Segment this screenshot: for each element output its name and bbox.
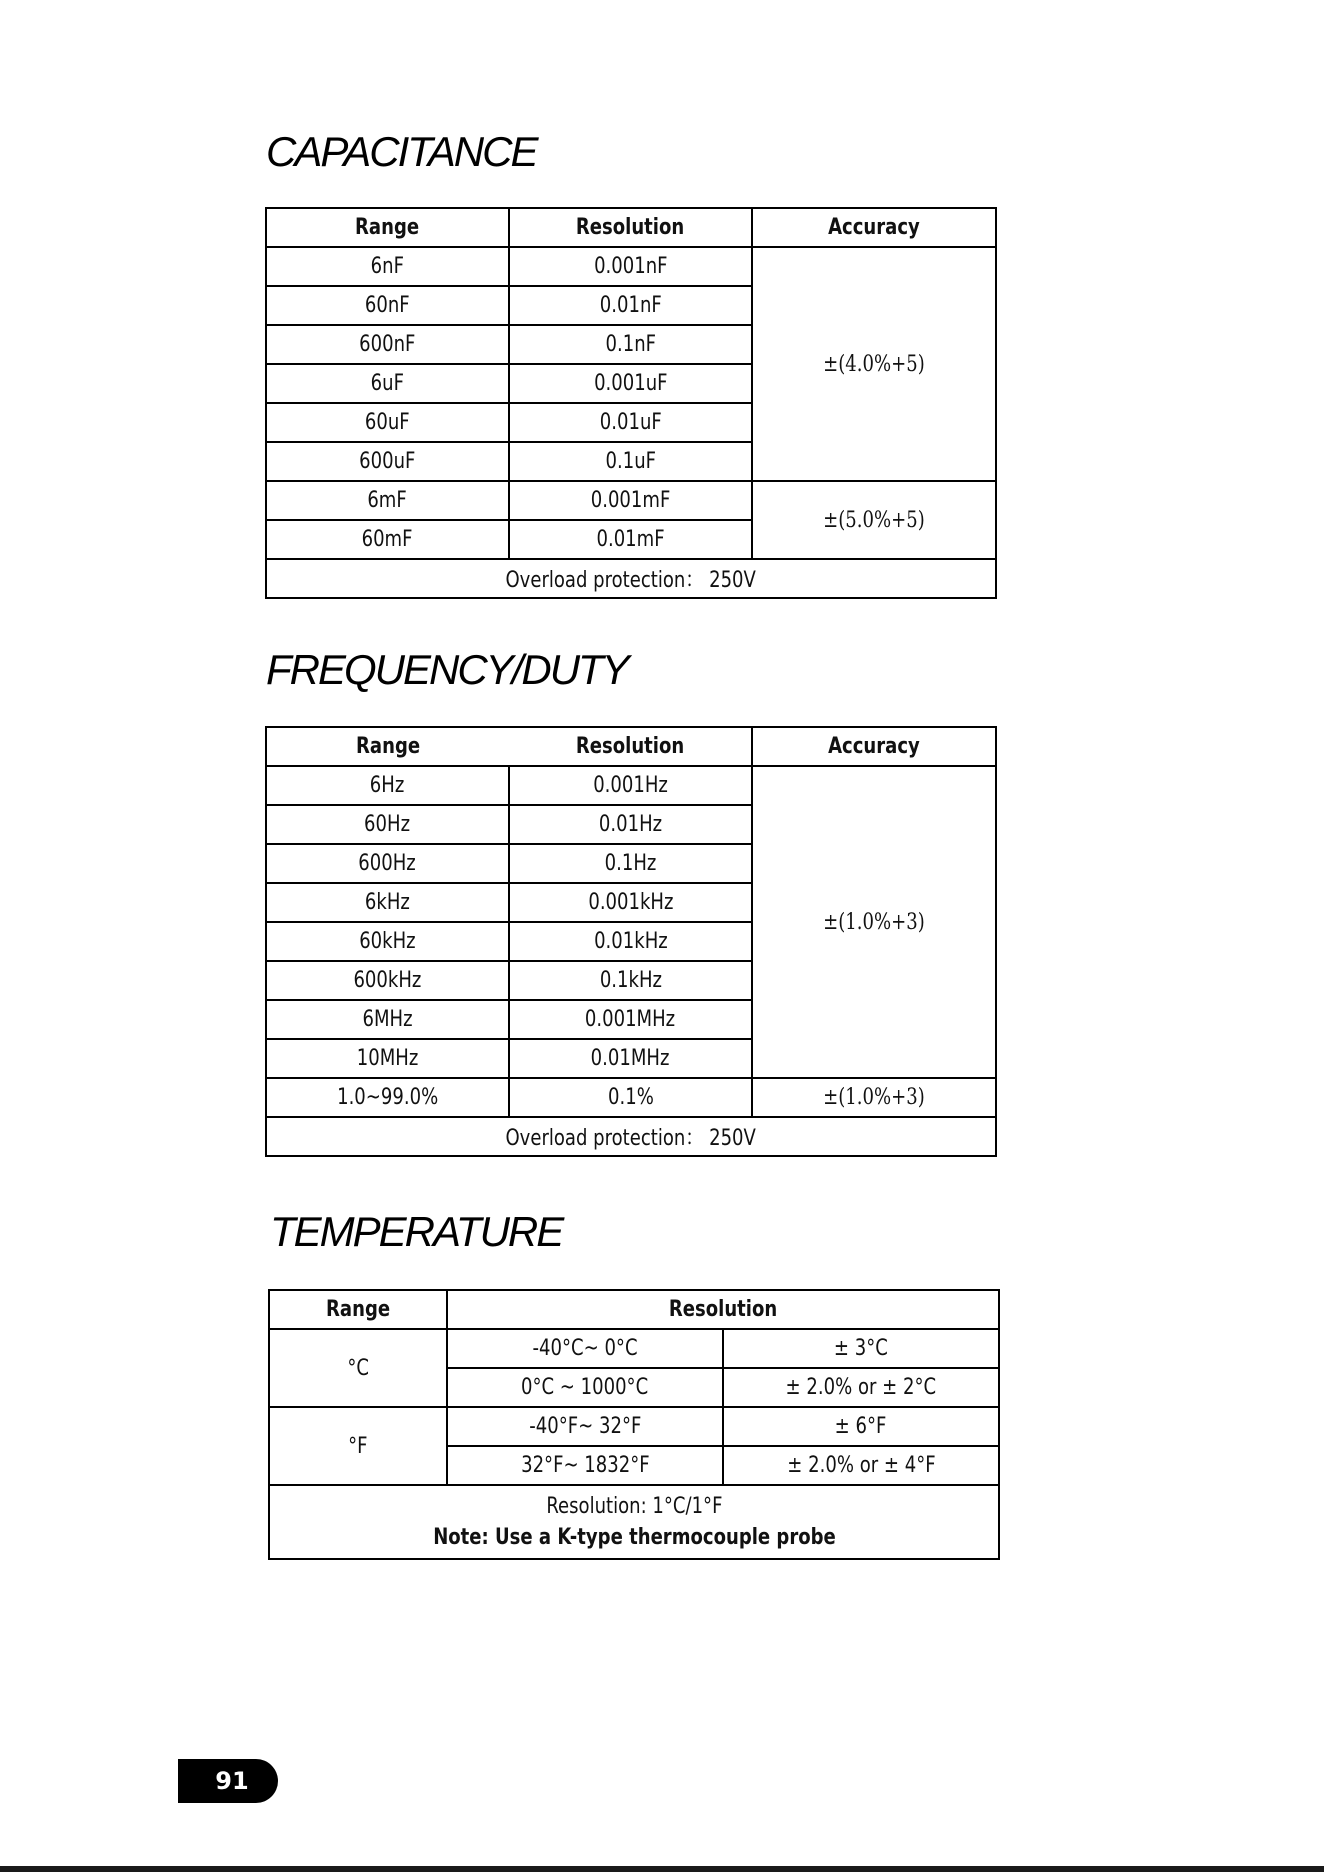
capacitance-table: [265, 207, 997, 599]
resolution-note: Resolution: 1°C/1°F: [545, 1494, 723, 1519]
resolution-cell: 0.1%: [509, 1078, 752, 1117]
accuracy-cell: ±(1.0%+3): [752, 1078, 996, 1117]
overload-protection: Overload protection： 250V: [266, 1117, 996, 1156]
range-cell: 6uF: [266, 364, 509, 403]
resolution-cell: 0.01uF: [509, 403, 752, 442]
table-header-row: [266, 208, 996, 247]
resolution-cell: 0.01Hz: [509, 805, 752, 844]
range-cell: -40°C~ 0°C: [447, 1329, 723, 1368]
resolution-cell: 0.1nF: [509, 325, 752, 364]
resolution-cell: 0.001uF: [509, 364, 752, 403]
header-resolution: Resolution: [447, 1290, 999, 1329]
page-number: 91: [215, 1767, 249, 1795]
bottom-edge-rule: [0, 1866, 1324, 1872]
page-number-badge: [178, 1759, 278, 1803]
temperature-heading: TEMPERATURE: [270, 1208, 563, 1255]
accuracy-cell: ±(5.0%+5): [752, 481, 996, 559]
resolution-cell: 0.01kHz: [509, 922, 752, 961]
range-cell: 60Hz: [266, 805, 509, 844]
accuracy-cell: ± 3°C: [723, 1329, 999, 1368]
resolution-cell: 0.01nF: [509, 286, 752, 325]
table-footer-row: [266, 559, 996, 598]
frequency-heading: FREQUENCY/DUTY: [266, 646, 628, 693]
range-cell: 6nF: [266, 247, 509, 286]
table-header-row: [266, 727, 996, 766]
resolution-cell: 0.1Hz: [509, 844, 752, 883]
resolution-cell: 0.001nF: [509, 247, 752, 286]
range-cell: 60uF: [266, 403, 509, 442]
header-resolution: Resolution: [509, 208, 752, 247]
table-row: [269, 1407, 999, 1446]
table-footer-row: [266, 1117, 996, 1156]
temperature-notes: [269, 1485, 999, 1559]
accuracy-cell: ± 6°F: [723, 1407, 999, 1446]
table-row: [266, 247, 996, 286]
resolution-cell: 0.01mF: [509, 520, 752, 559]
range-cell: 600kHz: [266, 961, 509, 1000]
accuracy-cell: ±(1.0%+3): [752, 766, 996, 1078]
header-accuracy: Accuracy: [752, 727, 996, 766]
accuracy-cell: ±(4.0%+5): [752, 247, 996, 481]
resolution-cell: 0.001Hz: [509, 766, 752, 805]
range-cell: 600uF: [266, 442, 509, 481]
range-cell: 6Hz: [266, 766, 509, 805]
range-cell: 60mF: [266, 520, 509, 559]
range-cell: 60kHz: [266, 922, 509, 961]
resolution-cell: 0.1uF: [509, 442, 752, 481]
range-cell: 6MHz: [266, 1000, 509, 1039]
range-cell: 60nF: [266, 286, 509, 325]
table-row: [266, 766, 996, 805]
range-cell: 6mF: [266, 481, 509, 520]
range-cell: 600nF: [266, 325, 509, 364]
range-cell: 10MHz: [266, 1039, 509, 1078]
range-cell: -40°F~ 32°F: [447, 1407, 723, 1446]
resolution-cell: 0.01MHz: [509, 1039, 752, 1078]
table-header-row: [269, 1290, 999, 1329]
table-footer-row: [269, 1485, 999, 1559]
probe-note: Note: Use a K-type thermocouple probe: [432, 1525, 836, 1550]
header-range: Range: [266, 208, 509, 247]
accuracy-cell: ± 2.0% or ± 4°F: [723, 1446, 999, 1485]
table-row: [266, 481, 996, 520]
range-cell: 600Hz: [266, 844, 509, 883]
accuracy-cell: ± 2.0% or ± 2°C: [723, 1368, 999, 1407]
header-accuracy: Accuracy: [752, 208, 996, 247]
temperature-table: [268, 1289, 1000, 1560]
table-row: [266, 1078, 996, 1117]
range-cell: 1.0~99.0%: [266, 1078, 509, 1117]
frequency-table: [265, 726, 997, 1157]
range-cell: 32°F~ 1832°F: [447, 1446, 723, 1485]
resolution-cell: 0.001mF: [509, 481, 752, 520]
resolution-cell: 0.001kHz: [509, 883, 752, 922]
capacitance-heading: CAPACITANCE: [266, 128, 537, 175]
table-row: [269, 1329, 999, 1368]
resolution-cell: 0.001MHz: [509, 1000, 752, 1039]
overload-protection: Overload protection： 250V: [266, 559, 996, 598]
header-resolution: Resolution: [509, 727, 752, 766]
fahrenheit-unit-cell: °F: [269, 1407, 447, 1485]
header-range: Range: [269, 1290, 447, 1329]
header-range: Range: [266, 727, 509, 766]
range-cell: 0°C ~ 1000°C: [447, 1368, 723, 1407]
celsius-unit-cell: °C: [269, 1329, 447, 1407]
resolution-cell: 0.1kHz: [509, 961, 752, 1000]
range-cell: 6kHz: [266, 883, 509, 922]
